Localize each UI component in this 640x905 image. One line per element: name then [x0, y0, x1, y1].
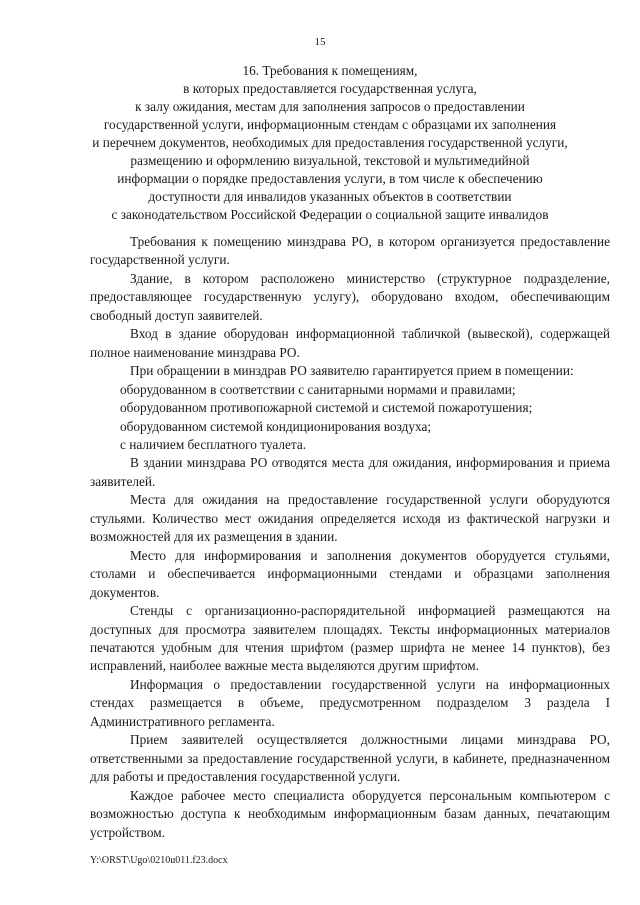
document-body: [90, 233, 610, 842]
paragraph: Каждое рабочее место специалиста оборудуется персональным компьютером с возможностью доступа к необходимым информационным базам данных, печатающим устройством.: [90, 787, 610, 840]
file-path-footer: Y:\ORST\Ugo\0210u011.f23.docx: [90, 855, 228, 866]
section-heading: [80, 62, 580, 224]
heading-line: в которых предоставляется государственная услуга,: [183, 81, 477, 96]
page-number: 15: [314, 36, 326, 48]
paragraph: Требования к помещению минздрава РО, в котором организуется предоставление государственной услуги.: [90, 234, 610, 268]
paragraph: Здание, в котором расположено министерство (структурное подразделение, предоставляющее государственную услугу), оборудовано входом, обеспечивающим свободный доступ заявителей.: [90, 270, 610, 323]
heading-line: информации о порядке предоставления услуги, в том числе к обеспечению: [117, 171, 543, 186]
list-item: с наличием бесплатного туалета.: [120, 436, 307, 452]
paragraph: Вход в здание оборудован информационной табличкой (вывеской), содержащей полное наименование минздрава РО.: [90, 326, 610, 360]
paragraph: Информация о предоставлении государственной услуги на информационных стендах размещается в объеме, предусмотренном подразделом 3 раздела I Административного регламента.: [90, 676, 610, 729]
list-item: оборудованном противопожарной системой и системой пожаротушения;: [120, 400, 533, 416]
paragraph: Место для информирования и заполнения документов оборудуется стульями, столами и обеспечивается информационными стендами и образцами заполнения документов.: [90, 547, 610, 600]
heading-line: к залу ожидания, местам для заполнения запросов о предоставлении: [135, 99, 525, 114]
heading-line: и перечнем документов, необходимых для предоставления государственной услуги,: [92, 135, 568, 150]
list-item: оборудованном системой кондиционирования воздуха;: [120, 418, 432, 434]
paragraph: В здании минздрава РО отводятся места для ожидания, информирования и приема заявителей.: [90, 455, 610, 489]
heading-line: с законодательством Российской Федерации о социальной защите инвалидов: [111, 207, 549, 222]
paragraph: При обращении в минздрав РО заявителю гарантируется прием в помещении:: [130, 363, 574, 379]
paragraph: Стенды с организационно-распорядительной информацией размещаются на доступных для просмотра заявителем площадях. Тексты информационных материалов печатаются удобным для чтения шрифтом (размер шрифта не менее 14 пунктов), без исправлений, наиболее важные места выделяются другим шрифтом.: [90, 603, 610, 674]
heading-line: доступности для инвалидов указанных объектов в соответствии: [148, 189, 512, 204]
paragraph: Прием заявителей осуществляется должностными лицами минздрава РО, ответственными за предоставление государственной услуги, в кабинете, предназначенном для работы и предоставления государственной услуги.: [90, 732, 610, 785]
list-item: оборудованном в соответствии с санитарными нормами и правилами;: [120, 381, 516, 397]
heading-line: государственной услуги, информационным стендам с образцами их заполнения: [103, 117, 557, 132]
paragraph: Места для ожидания на предоставление государственной услуги оборудуются стульями. Количество мест ожидания определяется исходя из фактической нагрузки и возможностей для их размещения в здании.: [90, 492, 610, 545]
heading-line: размещению и оформлению визуальной, текстовой и мультимедийной: [130, 153, 530, 168]
heading-line: 16. Требования к помещениям,: [242, 63, 418, 78]
